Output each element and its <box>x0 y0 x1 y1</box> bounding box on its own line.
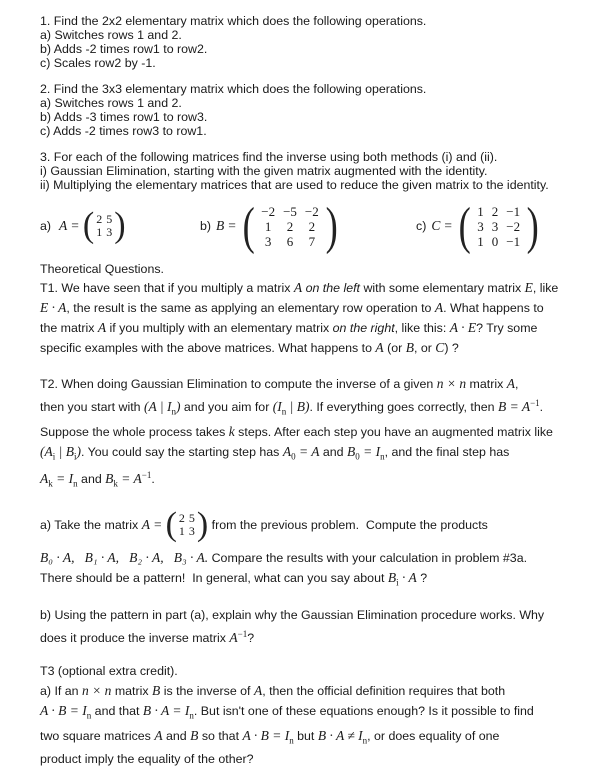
matrix-cell: 2 <box>286 218 294 234</box>
matrix-cell: −2 <box>506 218 521 234</box>
t2-math: (A | I <box>144 399 172 415</box>
question-2-title: 2. Find the 3x3 elementary matrix which does the following operations. <box>40 82 427 96</box>
t2-text: . If everything goes correctly, then <box>309 400 498 415</box>
t3-text: product imply the equality of the other? <box>40 752 254 767</box>
matrix-cell: 2 <box>96 212 103 226</box>
t2-math: A <box>282 443 292 459</box>
t2-text: , and the final step has <box>384 444 510 459</box>
t1-text: if you multiply with an elementary matrix <box>106 321 333 335</box>
t2-text: and <box>319 444 348 459</box>
t3-text: is the inverse of <box>160 684 254 699</box>
matrix-c <box>473 204 524 249</box>
t3-math: n × n <box>82 683 112 699</box>
t2-subscript: n <box>171 406 176 417</box>
t1-text: ) ? <box>444 341 459 355</box>
t3-text: . But isn't one of these equations enough? Is it possible to find <box>193 704 534 719</box>
t1-math: A <box>97 320 107 335</box>
matrix-cell: 1 <box>477 233 484 249</box>
t1-text: , the result is the same as applying an elementary row operation to <box>66 301 435 315</box>
t2-math: n × n <box>436 376 467 391</box>
t3-math: B · A = I <box>142 703 190 719</box>
matrix-cell: 1 <box>178 523 185 538</box>
matrix-a-group: a) A = ( 2 5 1 3 ) <box>40 206 126 245</box>
worksheet <box>40 14 585 769</box>
matrix-c-group: c) C = ( 1 2 −1 3 3 −2 1 0 −1 ) <box>416 197 539 255</box>
question-3-title: 3. For each of the following matrices find the inverse using both methods (i) and (ii). <box>40 150 498 164</box>
t2-subscript: k <box>113 478 118 489</box>
theory-t3 <box>40 662 585 769</box>
t2-math: ) <box>76 443 81 459</box>
t3-subscript: n <box>86 710 92 721</box>
t2-text: does it produce the inverse matrix <box>40 631 230 646</box>
t2-subscript: 0 <box>291 451 296 462</box>
t2-math: · A <box>398 569 417 585</box>
matrix-cell: 2 <box>178 510 185 525</box>
t2-math: B <box>387 569 397 585</box>
t2-part-a: a) Take the matrix A = ( 2 5 1 3 ) from the previous problem. Compute the products <box>40 505 488 543</box>
matrix-cell: 5 <box>106 212 113 226</box>
t2-products: B₀ · A, B₁ · A, B₂ · A, B₃ · A. <box>40 549 209 565</box>
matrix-b <box>257 204 323 249</box>
t2-matrix-a <box>177 512 197 538</box>
t1-text: the matrix <box>40 321 98 335</box>
matrix-cell: 3 <box>106 225 113 239</box>
theory-t1 <box>40 278 585 358</box>
matrix-cell: 1 <box>477 203 484 219</box>
t1-emphasis: on the left <box>302 281 361 295</box>
matrix-cell: −2 <box>261 203 276 219</box>
t1-math: B <box>405 340 414 355</box>
t3-text: but <box>293 728 318 743</box>
t2-math: B <box>105 471 114 487</box>
t2-math: A <box>229 630 238 646</box>
matrix-cell: 2 <box>308 218 316 234</box>
t1-math: C <box>435 340 445 355</box>
t1-text: ? Try some <box>476 321 538 335</box>
matrix-b-group: b) B = ( −2 −5 −2 1 2 2 3 6 7 ) <box>200 197 338 255</box>
matrix-cell: 0 <box>491 233 499 249</box>
matrix-cell: 3 <box>491 218 499 234</box>
t2-text: Suppose the whole process takes <box>40 424 229 439</box>
t2-math: = I <box>359 443 381 459</box>
t3-math: B <box>152 683 161 699</box>
t2-text: steps. After each step you have an augmented matrix like <box>234 424 553 439</box>
t2-subscript: i <box>52 451 56 462</box>
t3-text: two square matrices <box>40 728 155 743</box>
t1-math: A <box>375 340 384 355</box>
t2-math: k <box>228 423 235 439</box>
t2-math: A <box>506 376 515 391</box>
matrix-cell: 1 <box>264 218 272 234</box>
t2-text: There should be a pattern! In general, what can you say about <box>40 570 388 585</box>
t2-superscript: −1 <box>141 470 152 481</box>
t1-math: A <box>434 300 444 315</box>
t2-subscript: i <box>73 451 77 462</box>
matrix-cell: 2 <box>491 203 499 219</box>
question-1-item: b) Adds -2 times row1 to row2. <box>40 42 208 56</box>
matrix-a <box>94 213 114 239</box>
t1-math: A · E <box>449 320 477 335</box>
t3-text: matrix <box>111 684 153 699</box>
t2-text: , <box>514 377 519 391</box>
t2-text: T2. When doing Gaussian Elimination to compute the inverse of a given <box>40 377 437 391</box>
t3-math: B · A ≠ I <box>317 727 363 743</box>
t2-math: | B) <box>286 399 310 415</box>
t3-math: A · B = I <box>40 703 87 719</box>
t2-text: ? <box>247 631 255 646</box>
question-1-item: c) Scales row2 by -1. <box>40 56 156 70</box>
t2-math: (I <box>272 399 282 415</box>
t3-text: a) If an <box>40 684 83 699</box>
t2-math: (A <box>40 443 53 459</box>
t2-text: Compare the results with your calculation in problem #3a. <box>208 550 528 565</box>
matrix-cell: 3 <box>477 218 484 234</box>
theory-t2 <box>40 374 585 648</box>
t2-superscript: −1 <box>530 398 540 408</box>
question-1-title: 1. Find the 2x2 elementary matrix which does the following operations. <box>40 14 427 28</box>
question-2 <box>40 82 585 138</box>
matrix-a-label: a) <box>40 219 52 233</box>
t1-text: (or <box>383 341 406 355</box>
t3-math: A <box>253 683 263 699</box>
t2-math: A <box>141 516 150 532</box>
question-1-item: a) Switches rows 1 and 2. <box>40 28 182 42</box>
matrix-cell: 3 <box>188 523 195 538</box>
t2-subscript: n <box>380 451 385 462</box>
t2-math: B <box>347 443 356 459</box>
t3-subscript: n <box>362 735 368 746</box>
matrix-b-name: B <box>216 218 225 233</box>
question-2-item: a) Switches rows 1 and 2. <box>40 96 182 110</box>
t3-text: , then the official definition requires that both <box>262 684 506 699</box>
matrix-cell: −2 <box>304 203 319 219</box>
t3-math: A · B = I <box>242 727 290 743</box>
t3-math: B <box>190 727 199 743</box>
question-3-method: ii) Multiplying the elementary matrices that are used to reduce the given matrix to the identity. <box>40 178 549 192</box>
matrix-b-label: b) <box>200 219 212 233</box>
matrix-cell: 5 <box>188 510 195 525</box>
t2-subscript: k <box>48 478 53 489</box>
question-1 <box>40 14 585 70</box>
t2-superscript: −1 <box>237 629 248 640</box>
t3-text: , or does equality of one <box>367 728 500 743</box>
t3-text: so that <box>198 728 243 743</box>
t3-math: A <box>154 727 163 743</box>
t2-part-b: b) Using the pattern in part (a), explain why the Gaussian Elimination procedure works. Why <box>40 608 545 623</box>
t1-text: with some elementary matrix <box>360 281 525 295</box>
t3-title: T3 (optional extra credit). <box>40 664 178 679</box>
matrix-row <box>40 198 585 254</box>
t2-text: . You could say the starting step has <box>81 444 283 459</box>
t2-text: and you aim for <box>180 400 273 415</box>
t2-math: | B <box>55 443 74 459</box>
question-2-item: b) Adds -3 times row1 to row3. <box>40 110 208 124</box>
t1-text: specific examples with the above matrices. What happens to <box>40 341 376 355</box>
t1-text: , like this: <box>394 321 450 335</box>
t2-text: . <box>151 472 155 487</box>
t2-math: B = A <box>497 399 531 415</box>
t2-math: = A <box>295 443 320 459</box>
matrix-cell: −1 <box>506 203 521 219</box>
t1-math: A <box>293 280 303 295</box>
t2-subscript: i <box>396 577 399 588</box>
t2-text: a) Take the matrix <box>40 517 142 532</box>
t1-math: E · A <box>40 300 67 315</box>
t2-text: then you start with <box>40 400 144 415</box>
question-3 <box>40 150 585 254</box>
t1-text: . What happens to <box>443 301 544 315</box>
t2-text: . <box>539 400 544 415</box>
t2-text: matrix <box>466 377 507 391</box>
t3-text: and that <box>91 704 143 719</box>
t1-math: E <box>524 280 533 295</box>
t2-math: ) <box>175 399 181 415</box>
matrix-c-label: c) <box>416 219 427 233</box>
matrix-cell: −1 <box>506 233 521 249</box>
t2-text: and <box>77 472 106 487</box>
matrix-a-name: A <box>59 218 68 233</box>
question-3-method: i) Gaussian Elimination, starting with the given matrix augmented with the identity. <box>40 164 488 178</box>
matrix-cell: 6 <box>286 233 294 249</box>
matrix-cell: −5 <box>283 203 297 219</box>
t1-emphasis: on the right <box>332 321 395 335</box>
t2-subscript: n <box>281 406 287 417</box>
t2-math: = A <box>117 471 142 487</box>
t1-text: T1. We have seen that if you multiply a matrix <box>40 281 294 295</box>
matrix-cell: 1 <box>96 225 103 239</box>
t3-subscript: n <box>289 735 294 746</box>
t3-subscript: n <box>189 710 194 721</box>
t2-math: A <box>40 471 49 487</box>
t1-text: , like <box>532 281 559 295</box>
matrix-cell: 7 <box>308 233 316 249</box>
t1-text: , or <box>413 341 436 355</box>
theory-heading: Theoretical Questions. <box>40 262 164 276</box>
t2-math: = I <box>52 471 74 487</box>
t2-subscript: n <box>73 478 78 489</box>
t2-text: ? <box>416 570 428 585</box>
t3-text: and <box>162 728 191 743</box>
t2-subscript: 0 <box>355 451 360 462</box>
question-2-item: c) Adds -2 times row3 to row1. <box>40 124 207 138</box>
t2-text: from the previous problem. Compute the products <box>208 517 488 532</box>
matrix-cell: 3 <box>264 233 272 249</box>
matrix-c-name: C <box>431 218 441 233</box>
